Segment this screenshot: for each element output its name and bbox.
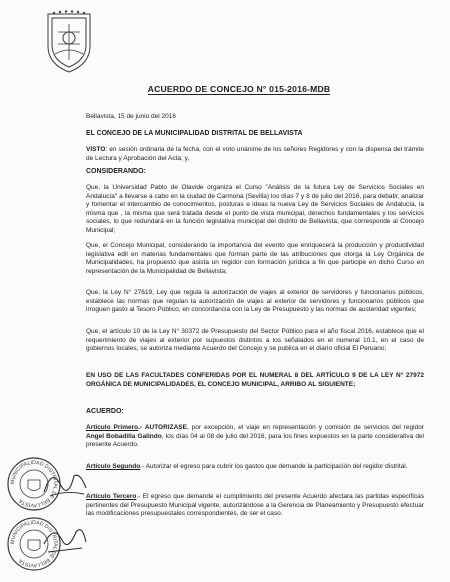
article-3-label: Artículo Tercero [86, 493, 137, 500]
paragraph-1: Que, la Universidad Pablo de Olavide organiza el Curso "Análisis de la futura Ley de Servicios Sociales en Andalucía" a llevarse a cabo en la ciudad de Carmona (Sevilla) los días 7 y 8 de julio del 2016, para debatir, analizar y fomentar el intercambio de conocimientos, posturas e ideas la nueva Ley de Servicios Sociales de Andalucía, la misma que , la misma que será tratada desde el punto de vista municipal, derechos fundamentales y los servicios sociales, lo que redundará en la función legislativa municipal del distrito de Bellavista, que corresponde al Concejo Municipal; [86, 184, 424, 234]
article-1-label: Artículo Primero [86, 424, 139, 431]
article-1-text-b: , los días 04 al 08 de julio del 2016, para los fines expuestos en la parte considerativa del presente Acuerdo. [86, 432, 424, 449]
considerando-label: CONSIDERANDO: [86, 168, 146, 175]
paragraph-4: Que, el artículo 10 de la Ley N° 30372 de Presupuesto del Sector Público para el año fiscal 2016, establece que el requerimiento de viajes al exterior por supuestos distintos a los señalados en el numeral 10.1, en el caso de gobiernos locales, se autoriza mediante Acuerdo del Concejo y se publica en el diario oficial El Peruano; [86, 328, 424, 353]
article-1-verb: .- AUTORIZASE [138, 424, 187, 431]
paragraph-3: Que, la Ley N° 27619, Ley que regula la autorización de viajes al exterior de servidores y funcionarios públicos, establece las normas que regulan la autorización de viajes al exterior de servidores y funcionarios públicos que irroguen gasto al Tesoro Público, en concordancia con la Ley de Presupuesto y las normas de austeridad vigentes; [86, 289, 424, 314]
article-3 [86, 493, 424, 519]
article-2-text: .- Autorizar el egreso para cubrir los gastos que demande la participación del regidor distrital. [140, 463, 408, 470]
visto-text: : en sesión ordinaria de la fecha, con el voto unánime de los señores Regidores y con la dispensa del trámite de Lectura y Aprobación del Acta; y, [86, 146, 424, 162]
signature-1 [40, 462, 90, 502]
municipal-seal-logo [40, 10, 98, 76]
document-title-text: ACUERDO DE CONCEJO N° 015-2016-MDB [147, 84, 331, 94]
date-line: Bellavista, 15 de junio del 2016 [86, 113, 176, 120]
article-2 [86, 463, 424, 472]
article-2-label: Artículo Segundo [86, 463, 141, 470]
article-1 [86, 424, 424, 450]
visto-paragraph [86, 146, 424, 163]
stamp-1-text: MUNICIPALIDAD DISTRITAL DE BELLAVISTA [9, 459, 59, 509]
faculties-paragraph: EN USO DE LAS FACULTADES CONFERIDAS POR EL NUMERAL 8 DEL ARTÍCULO 9 DE LA LEY N° 27972 ORGÁNICA DE MUNICIPALIDADES, EL CONCEJO MUNICIPAL, ARRIBO AL SIGUIENTE; [86, 372, 424, 388]
paragraph-2: Que, el Concejo Municipal, considerando la importancia del evento que enriquecerá la producción y productividad legislativa edil en materias fundamentales que forman parte de las atribuciones que otorga la Ley Orgánica de Municipalidades, ha propuesto que asista un regidor con formación jurídica a fin que participe en dicho Curso en representación de la Municipalidad de Bellavista; [86, 242, 424, 275]
visto-label: VISTO [86, 146, 106, 153]
stamp-2-text: MUNICIPALIDAD DISTRITAL DE BELLAVISTA [9, 519, 59, 569]
council-line: EL CONCEJO DE LA MUNICIPALIDAD DISTRITAL DE BELLAVISTA [86, 130, 303, 137]
article-1-name: Angel Bobadilla Galindo [86, 432, 162, 440]
acuerdo-label: ACUERDO: [86, 408, 124, 415]
article-1-text-a: , por excepción, el viaje en representación y comisión de servicios del regidor [186, 424, 425, 431]
signature-2 [40, 520, 90, 560]
article-3-text: .- El egreso que demande el cumplimiento del presente Acuerdo afectara las partidas específicas pertinentes del Presupuesto Municipal vigente, autorizándose a la Gerencia de Planeamiento y Presupuesto efectuar las modificaciones presupuestales correspondientes, de ser el caso. [86, 493, 424, 518]
document-title [0, 84, 450, 94]
